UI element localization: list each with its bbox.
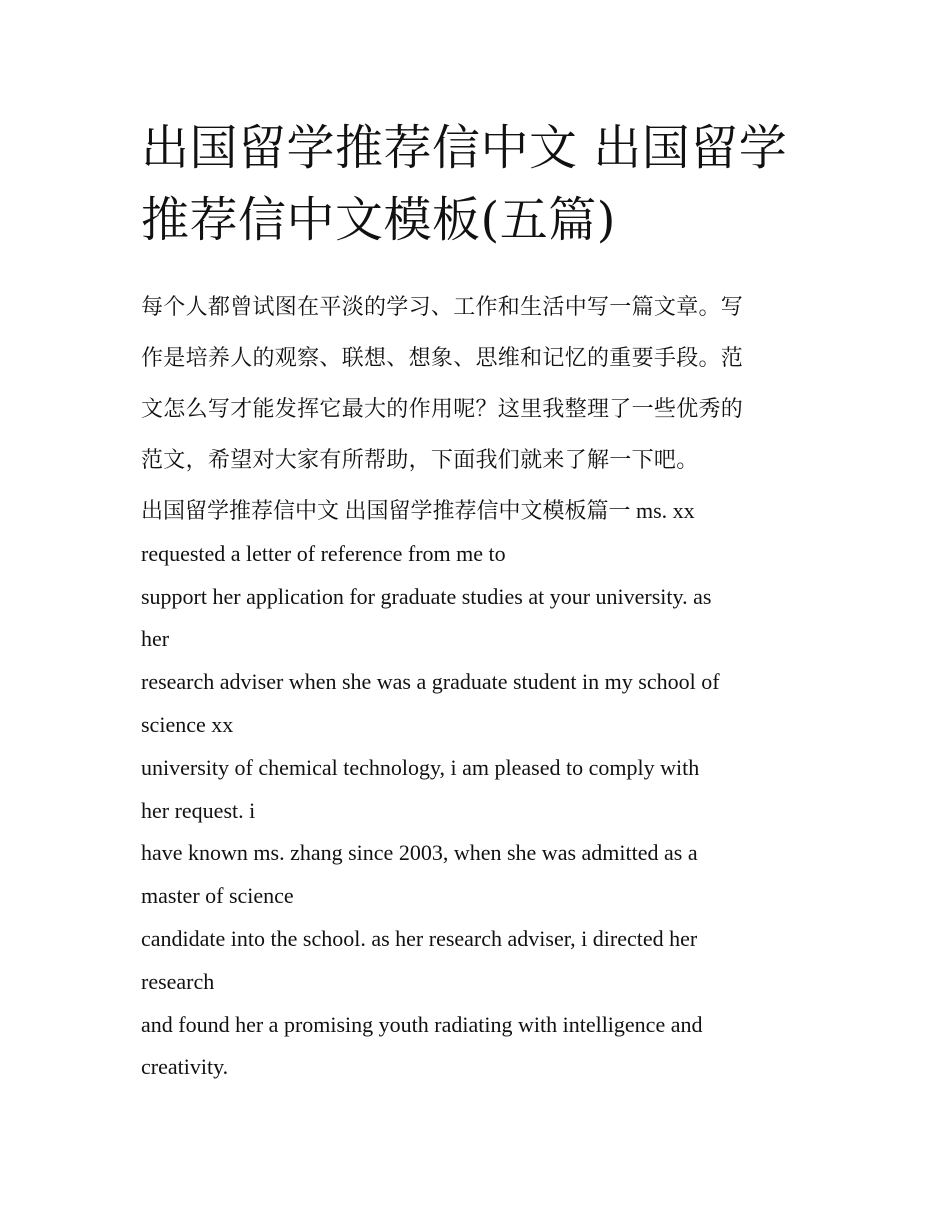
body-line: support her application for graduate studies at your university. as <box>141 583 712 609</box>
body-line: master of science <box>141 883 294 909</box>
body-line: and found her a promising youth radiating with intelligence and <box>141 1011 703 1037</box>
intro-line: 文怎么写才能发挥它最大的作用呢？这里我整理了一些优秀的 <box>141 397 744 422</box>
intro-paragraph <box>141 282 813 486</box>
body-line: science xx <box>141 711 234 737</box>
body-line: candidate into the school. as her research adviser, i directed her <box>141 925 698 951</box>
body-line: have known ms. zhang since 2003, when she was admitted as a <box>141 840 698 866</box>
intro-line: 范文，希望对大家有所帮助，下面我们就来了解一下吧。 <box>141 448 699 473</box>
document-page <box>141 112 813 1089</box>
body-line: research adviser when she was a graduate student in my school of <box>141 669 720 695</box>
body-line: 出国留学推荐信中文 出国留学推荐信中文模板篇一 ms. xx <box>141 498 695 523</box>
body-line: university of chemical technology, i am pleased to comply with <box>141 754 700 780</box>
intro-line: 每个人都曾试图在平淡的学习、工作和生活中写一篇文章。写 <box>141 295 744 320</box>
title-line-1: 出国留学推荐信中文 出国留学 <box>141 120 788 176</box>
body-line: creativity. <box>141 1054 229 1080</box>
body-line: research <box>141 968 215 994</box>
body-line: her <box>141 626 170 652</box>
page-title <box>141 112 813 256</box>
title-line-2: 推荐信中文模板(五篇) <box>141 192 616 248</box>
body-line: her request. i <box>141 797 256 823</box>
body-line: requested a letter of reference from me to <box>141 540 506 566</box>
letter-body <box>141 490 813 1089</box>
intro-line: 作是培养人的观察、联想、想象、思维和记忆的重要手段。范 <box>141 346 744 371</box>
